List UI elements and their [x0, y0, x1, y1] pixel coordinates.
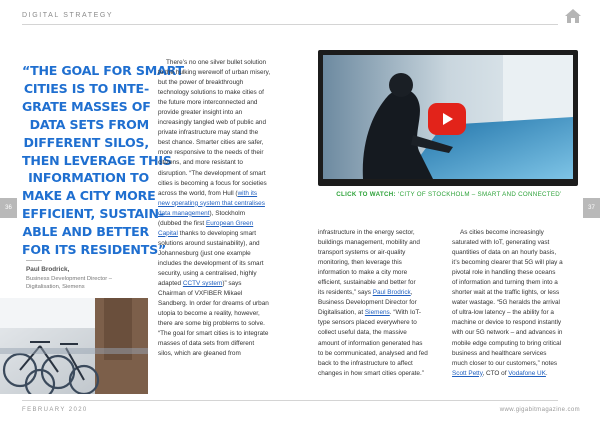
body-text-line — [158, 209, 298, 219]
body-text-line: security, using a centralised, highly — [158, 269, 257, 277]
pull-quote-line: MAKE A CITY MORE — [22, 188, 156, 204]
quote-author-role — [26, 275, 136, 291]
article-column-1 — [158, 58, 298, 359]
page-number-left: 36 — [0, 198, 17, 218]
body-text-line: of ultra-low latency – the ability for a — [452, 309, 554, 317]
body-text-line: Sandberg. In order for dreams of urban — [158, 300, 269, 308]
body-text-segment: Digitalisation, at — [318, 309, 365, 317]
inline-link[interactable]: new operating system that centralises — [158, 199, 265, 207]
pull-quote-line: INFORMATION TO — [28, 170, 149, 186]
body-text-line: but the power of breakthrough — [158, 79, 244, 87]
body-text-line: to be communicated, analysed and fed — [318, 349, 428, 357]
body-text-line: efficient, sustainable and better for — [318, 279, 416, 287]
body-text-line: more responsive to the needs of their — [158, 149, 264, 157]
body-text-line: There’s no one silver bullet solution — [166, 59, 267, 66]
body-text-segment: , — [410, 289, 413, 297]
inline-link[interactable]: Paul Brodrick — [372, 289, 411, 297]
inline-link[interactable]: with its — [237, 189, 258, 197]
play-button[interactable] — [428, 103, 466, 135]
pull-quote-line: GRATE MASSES OF — [22, 98, 151, 114]
bikes-photo — [0, 298, 148, 394]
body-text-line: back to the infrastructure to affect — [318, 359, 413, 367]
body-text-segment: adapted — [158, 280, 183, 288]
body-text-line: changes in how smart cities operate.” — [318, 369, 424, 377]
body-text-line: solutions around sustainability), and — [158, 239, 260, 247]
body-text-line: water wastage. “5G heralds the arrival — [452, 299, 560, 307]
body-text-line: Johannesburg (just one example — [158, 249, 251, 257]
pull-quote-line: EFFICIENT, SUSTAIN- — [22, 206, 164, 222]
body-text-segment: )” says — [222, 280, 242, 288]
inline-link[interactable]: European Green — [205, 219, 254, 227]
footer-divider — [22, 400, 558, 401]
body-text-line: much closer to our customers,” notes — [452, 359, 558, 367]
body-text-line: quantities of data on an hourly basis, — [452, 249, 557, 257]
body-text-line: citizens, and more resistant to — [158, 159, 243, 167]
pull-quote-line: ABLE AND BETTER — [22, 224, 149, 240]
video-caption-link[interactable] — [318, 191, 580, 198]
body-text-segment: (dubbed the first — [158, 219, 206, 227]
inline-link[interactable]: data management — [158, 209, 210, 217]
section-label: DIGITAL STRATEGY — [22, 12, 114, 19]
body-text-line: amount of information generated has — [318, 339, 423, 347]
body-text-line: machine or device to respond instantly — [452, 319, 562, 327]
body-text-line — [318, 308, 443, 318]
body-text-segment: . “With IoT- — [389, 309, 422, 317]
article-column-2 — [318, 228, 443, 379]
body-text-line: utopia to become a reality, however, — [158, 310, 260, 318]
body-text-line: there are some big problems to solve. — [158, 320, 265, 328]
body-text-line: type sensors placed everywhere to — [318, 319, 417, 327]
body-text-line — [158, 219, 298, 229]
inline-link[interactable]: Siemens — [364, 309, 390, 317]
body-text-segment: . — [545, 369, 548, 377]
page-number-right: 37 — [583, 198, 600, 218]
play-icon — [440, 112, 454, 126]
quote-divider — [26, 260, 42, 261]
body-text-segment: , CTO of — [482, 369, 509, 377]
body-text-line — [158, 189, 298, 199]
pull-quote-line: DIFFERENT SILOS, — [23, 134, 149, 150]
article-column-3 — [452, 228, 582, 379]
body-text-line: best chance. Smarter cities are safer, — [158, 139, 264, 147]
inline-link[interactable]: Vodafone UK — [508, 369, 546, 377]
body-text-line: collect useful data, the massive — [318, 329, 407, 337]
body-text-line: “The goal for smart cities is to integrate — [158, 330, 269, 338]
body-text-line: silos, which are gleaned from — [158, 350, 241, 358]
website-link[interactable]: www.gigabitmagazine.com — [499, 407, 580, 413]
body-text-line: increasingly tangled web of public and — [158, 119, 267, 127]
body-text-line: includes the development of its smart — [158, 259, 264, 267]
pull-quote-line: THEN LEVERAGE THIS — [22, 152, 172, 168]
body-text-line: buildings management, mobility and — [318, 239, 420, 247]
body-text-line: masses of data sets from different — [158, 340, 255, 348]
body-text-segment: thanks to developing smart — [177, 229, 257, 237]
body-text-line: shorter wait at the traffic lights, or less — [452, 289, 560, 297]
body-text-line: technology solutions to make cities of — [158, 89, 264, 97]
video-caption-title: ‘CITY OF STOCKHOLM – SMART AND CONNECTED’ — [395, 191, 562, 198]
body-text-line: with our 5G network – and advances in — [452, 329, 563, 337]
body-text-line: of information and turning them into a — [452, 279, 558, 287]
quote-author-role-line: Business Development Director – — [26, 276, 113, 282]
inline-link[interactable]: CCTV system — [182, 280, 223, 288]
body-text-segment: across the world, from Hull ( — [158, 189, 238, 197]
body-text-line: cities is becoming a focus for societies — [158, 179, 267, 187]
body-text-line: transport systems or air-quality — [318, 249, 406, 257]
body-text-line — [158, 199, 298, 209]
pull-quote-line: DATA SETS FROM — [29, 116, 149, 132]
body-text-line: private infrastructure may stand the — [158, 129, 259, 137]
body-text-line: pivotal role in handling these oceans — [452, 269, 556, 277]
video-caption-prefix: CLICK TO WATCH: — [336, 191, 396, 198]
issue-date: FEBRUARY 2020 — [22, 407, 88, 413]
pull-quote-line: FOR ITS RESIDENTS” — [22, 242, 167, 258]
home-icon[interactable] — [565, 9, 581, 23]
body-text-segment: ), Stockholm — [209, 209, 246, 217]
inline-link[interactable]: Capital — [158, 229, 178, 237]
body-text-line: saturated with IoT, generating vast — [452, 239, 550, 247]
body-text-line — [158, 279, 298, 289]
body-text-line: mobile edge computing to bring critical — [452, 339, 562, 347]
body-text-line: to the hulking werewolf of urban misery, — [158, 69, 271, 77]
body-text-line: it’s becoming clearer that 5G will play a — [452, 259, 563, 267]
body-text-line: provide greater insight into an — [158, 109, 243, 117]
body-text-line: business and healthcare services — [452, 349, 547, 357]
body-text-line: infrastructure in the energy sector, — [318, 229, 415, 236]
body-text-line: Chairman of VXFIBER Mikael — [158, 290, 243, 298]
body-text-line: disruption. “The development of smart — [158, 169, 266, 177]
body-text-line: monitoring, then leverage this — [318, 259, 402, 267]
body-text-line — [318, 288, 443, 298]
header-divider — [22, 24, 558, 25]
quote-author-name: Paul Brodrick, — [26, 266, 70, 273]
body-text-line: Business Development Director for — [318, 299, 417, 307]
inline-link[interactable]: Scott Petty — [452, 369, 483, 377]
body-text-segment: its residents,” says — [318, 289, 373, 297]
body-text-line: As cities become increasingly — [460, 229, 544, 236]
pull-quote-line: “THE GOAL FOR SMART — [22, 63, 184, 78]
body-text-line — [452, 369, 582, 379]
pull-quote-line: CITIES IS TO INTE- — [23, 80, 149, 96]
body-text-line: information to make a city more — [318, 269, 408, 277]
quote-author-role-line: Digitalisation, Siemens — [26, 284, 85, 290]
body-text-line: the future more interconnected and — [158, 99, 258, 107]
body-text-line — [158, 229, 298, 239]
